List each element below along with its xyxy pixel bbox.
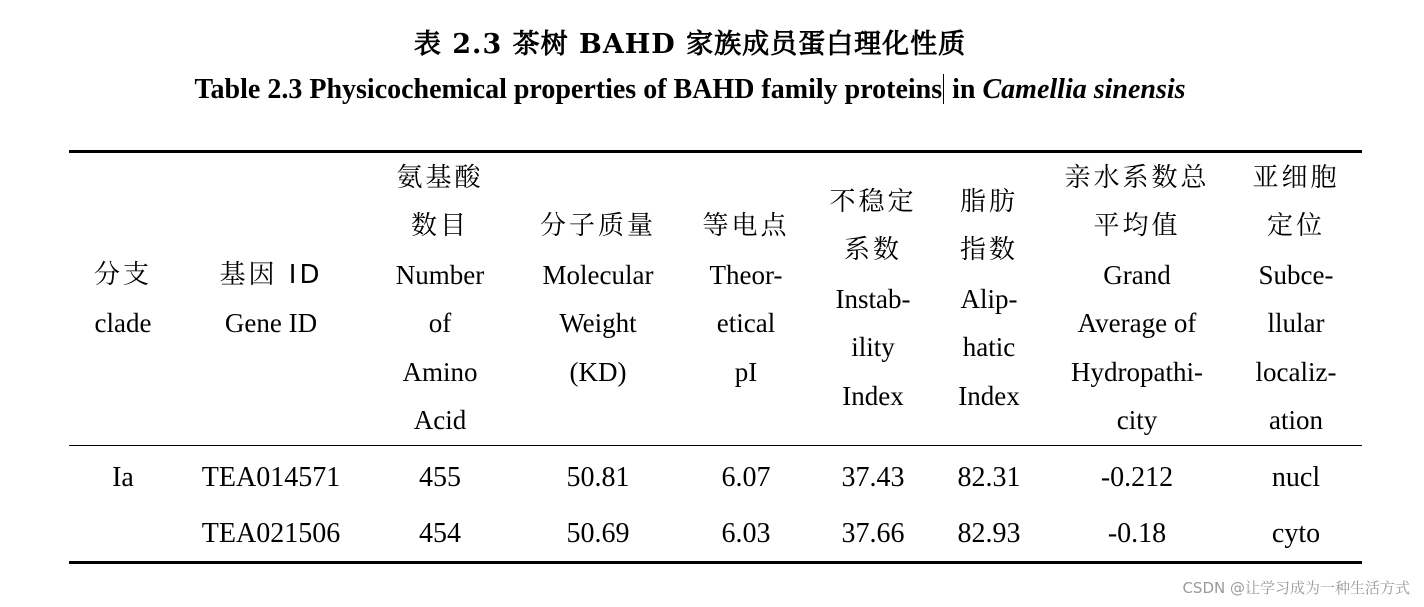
cell-mw: 50.69 bbox=[566, 518, 630, 549]
column-header-line: 指数 bbox=[959, 235, 1018, 266]
column-header-pi bbox=[691, 153, 801, 445]
cell-clade: Ia bbox=[112, 462, 134, 493]
text-cursor bbox=[943, 74, 944, 104]
column-header-line: 分支 bbox=[93, 259, 152, 290]
table-header-rule bbox=[69, 445, 1362, 446]
column-header-line: Grand bbox=[1103, 259, 1171, 290]
cell-clade bbox=[73, 506, 173, 562]
cell-mw: 50.81 bbox=[566, 462, 630, 493]
column-header-line: Hydropathi- bbox=[1071, 356, 1203, 387]
cell-aliphatic: 82.31 bbox=[957, 462, 1021, 493]
column-header-mw bbox=[518, 153, 678, 445]
column-header-line: (KD) bbox=[569, 356, 627, 387]
column-header-line: 系数 bbox=[843, 235, 902, 266]
column-header-line: 等电点 bbox=[702, 211, 790, 241]
column-header-line: 不稳定 bbox=[829, 186, 917, 217]
column-header-line: ility bbox=[851, 332, 895, 363]
column-header-line: pI bbox=[734, 356, 758, 387]
column-header-line: Average of bbox=[1077, 308, 1197, 338]
column-header-aliphatic bbox=[939, 153, 1039, 445]
column-header-line: 定位 bbox=[1266, 211, 1325, 241]
cell-localization: nucl bbox=[1271, 462, 1321, 493]
cell-pi: 6.07 bbox=[721, 462, 771, 493]
cell-gene-id: TEA021506 bbox=[201, 518, 341, 549]
table-title-english bbox=[0, 74, 1380, 106]
column-header-line: Index bbox=[958, 380, 1020, 411]
column-header-line: 平均值 bbox=[1093, 211, 1181, 241]
cell-instability: 37.66 bbox=[841, 518, 905, 549]
watermark-text: CSDN @让学习成为一种生活方式 bbox=[1182, 579, 1410, 597]
column-header-line: Acid bbox=[413, 405, 467, 435]
column-header-line: Weight bbox=[559, 308, 637, 338]
column-header-line: Index bbox=[842, 380, 904, 411]
cell-amino-acid: 455 bbox=[419, 462, 461, 493]
column-header-gravy bbox=[1042, 153, 1232, 445]
title-species-name: Camellia sinensis bbox=[982, 74, 1186, 105]
column-header-line: 分子质量 bbox=[539, 211, 656, 241]
table-row bbox=[69, 506, 1362, 562]
column-header-line: 数目 bbox=[410, 211, 469, 241]
cell-pi: 6.03 bbox=[721, 518, 771, 549]
column-header-line: city bbox=[1116, 405, 1158, 435]
column-header-line: Theor- bbox=[709, 259, 783, 290]
column-header-line: clade bbox=[94, 308, 152, 338]
cell-gene-id: TEA014571 bbox=[201, 462, 341, 493]
column-header-line: ation bbox=[1269, 405, 1323, 435]
column-header-line: Molecular bbox=[542, 259, 654, 290]
column-header-line: 亚细胞 bbox=[1252, 162, 1340, 193]
title-english-main: Table 2.3 Physicochemical properties of BAHD family proteins bbox=[194, 74, 943, 105]
table-title-chinese: 表 2.3 茶树 BAHD 家族成员蛋白理化性质 bbox=[413, 29, 967, 60]
cell-localization: cyto bbox=[1271, 518, 1321, 549]
column-header-line: of bbox=[428, 308, 452, 338]
table-row bbox=[69, 450, 1362, 506]
column-header-line: 亲水系数总 bbox=[1064, 162, 1210, 193]
column-header-line: etical bbox=[716, 308, 776, 338]
title-english-middle: in bbox=[945, 74, 983, 105]
cell-aliphatic: 82.93 bbox=[957, 518, 1021, 549]
column-header-line: 基因 ID bbox=[219, 259, 323, 290]
column-header-instability bbox=[818, 153, 928, 445]
column-header-gene-id bbox=[186, 153, 356, 445]
column-header-clade bbox=[73, 153, 173, 445]
column-header-line: Amino bbox=[402, 356, 478, 387]
column-header-line: Gene ID bbox=[224, 308, 318, 338]
cell-instability: 37.43 bbox=[841, 462, 905, 493]
cell-gravy: -0.18 bbox=[1107, 518, 1167, 549]
column-header-line: hatic bbox=[962, 332, 1016, 363]
column-header-line: 氨基酸 bbox=[396, 162, 484, 193]
column-header-line: Alip- bbox=[960, 283, 1018, 314]
cell-gravy: -0.212 bbox=[1100, 462, 1174, 493]
column-header-line: localiz- bbox=[1255, 356, 1337, 387]
column-header-localization bbox=[1236, 153, 1356, 445]
column-header-line: Instab- bbox=[835, 283, 911, 314]
column-header-line: llular bbox=[1267, 308, 1325, 338]
column-header-line: 脂肪 bbox=[959, 186, 1018, 217]
column-header-amino-acid bbox=[365, 153, 515, 445]
column-header-line: Subce- bbox=[1258, 259, 1334, 290]
column-header-line: Number bbox=[395, 259, 485, 290]
cell-amino-acid: 454 bbox=[419, 518, 461, 549]
